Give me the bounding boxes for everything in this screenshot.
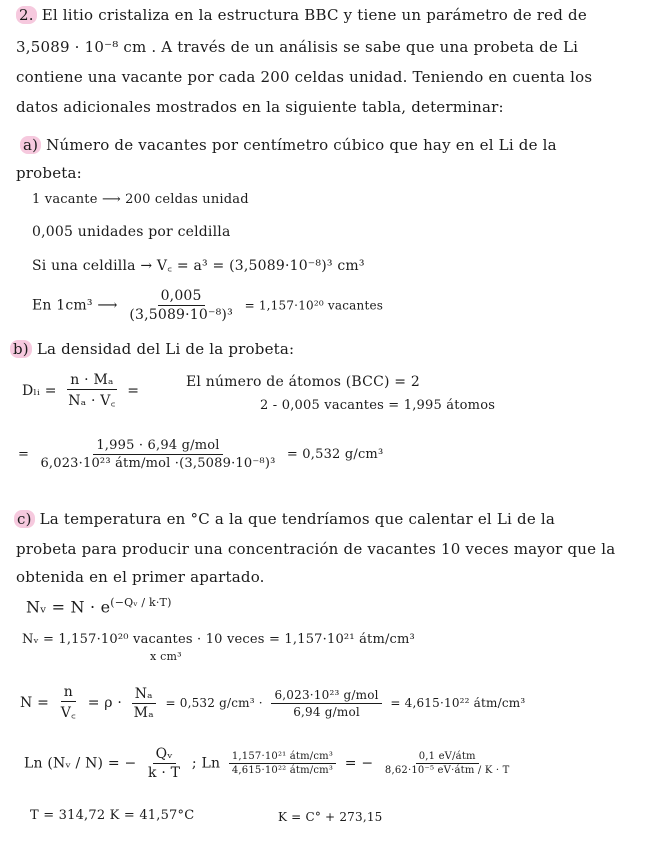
density-calc-equals: = [18,447,30,462]
step-vacancy-ratio: 1 vacante ⟶ 200 celdas unidad [32,192,249,207]
fraction-denominator: Mₐ [133,704,154,721]
fraction-numerator: 1,995 · 6,94 g/mol [93,438,222,455]
n-fraction-2 [131,686,157,721]
part-b-question-text: La densidad del Li de la probeta: [36,340,295,358]
ln-left: Ln (Nᵥ / N) = − [24,755,137,772]
temperature-result: T = 314,72 K = 41,57°C [30,808,195,823]
fraction-numerator: 6,023·10²³ g/mol [271,688,381,704]
fraction-denominator: 6,94 g/mol [293,704,360,719]
part-a-question-1: Número de vacantes por centímetro cúbico que hay en el Li de la [46,136,557,154]
fraction-numerator: 0,1 eV/átm [416,751,479,764]
ln-equals: = − [344,755,374,772]
fraction-numerator: 0,005 [158,288,205,306]
part-b-tag: b) [10,340,32,358]
vacancy-formula-base: Nᵥ = N · e [26,597,111,617]
vacancies-unit: x cm³ [150,650,182,663]
problem-line-1 [16,6,587,24]
step-units-per-cell: 0,005 unidades por celdilla [32,224,231,240]
intro-text-2: 3,5089 · 10⁻⁸ cm . A través de un análisis se sabe que una probeta de Li [16,38,579,56]
fraction-numerator: Qᵥ [153,746,176,764]
part-c-question-3: obtenida en el primer apartado. [16,568,265,586]
intro-text-3: contiene una vacante por cada 200 celdas unidad. Teniendo en cuenta los [16,68,593,86]
part-c-question [14,510,555,528]
step-cell-volume: Si una celdilla → V꜀ = a³ = (3,5089·10⁻⁸)³ cm³ [32,258,365,274]
step-vacancies-fraction [126,288,236,323]
fraction-denominator: (3,5089·10⁻⁸)³ [129,307,233,323]
kelvin-relation: K = C° + 273,15 [278,810,383,824]
ln-mid: ; Ln [191,755,221,772]
fraction-denominator: V꜀ [60,705,77,721]
part-c-question-2: probeta para producir una concentración de vacantes 10 veces mayor que la [16,540,616,558]
lattice-site-density [20,684,525,722]
fraction-denominator: 4,615·10²² átm/cm³ [231,765,334,776]
ln-fraction-2 [229,751,336,776]
vacancies-tenfold: Nᵥ = 1,157·10²⁰ vacantes · 10 veces = 1,157·10²¹ átm/cm³ [22,632,415,647]
atoms-net: 2 - 0,005 vacantes = 1,995 átomos [260,398,496,413]
part-a-question-2: probeta: [16,164,82,182]
density-calc-fraction [37,438,278,471]
intro-text-1: El litio cristaliza en la estructura BBC y tiene un parámetro de red de [41,6,587,24]
density-symbol: Dₗᵢ = [22,383,57,399]
fraction-numerator: Nₐ [132,686,156,704]
ln-fraction-1 [145,746,183,781]
intro-text-4: datos adicionales mostrados en la siguiente tabla, determinar: [16,98,504,116]
step-vacancies-left: En 1cm³ ⟶ [32,297,118,314]
density-calculation [18,438,383,471]
density-formula [22,372,139,410]
fraction-denominator: Nₐ · V꜀ [68,393,116,409]
n-fraction-1 [58,684,79,722]
vacancy-formula [26,596,172,616]
n-result: = 4,615·10²² átm/cm³ [390,696,526,710]
n-calc: = 0,532 g/cm³ · [165,696,263,710]
problem-number: 2. [16,6,37,24]
part-a-question [20,136,557,154]
part-b-question [10,340,294,358]
n-fraction-3 [271,688,381,719]
density-fraction [65,372,118,410]
fraction-denominator: 6,023·10²³ átm/mol ·(3,5089·10⁻⁸)³ [40,456,276,471]
density-equals: = [127,383,140,399]
fraction-numerator: n · Mₐ [67,372,116,390]
vacancy-formula-exponent: (−Qᵥ / k·T) [110,596,172,609]
n-symbol: N = [20,695,50,711]
fraction-numerator: n [61,684,76,702]
fraction-denominator: k · T [148,765,181,781]
fraction-numerator: 1,157·10²¹ átm/cm³ [229,751,336,764]
part-c-question-1: La temperatura en °C a la que tendríamos que calentar el Li de la [39,510,556,528]
atoms-bcc: El número de átomos (BCC) = 2 [186,374,420,390]
log-equation [24,746,517,781]
part-a-tag: a) [20,136,41,154]
ln-fraction-3 [382,751,513,776]
n-rho: = ρ · [87,695,123,711]
density-result: = 0,532 g/cm³ [286,447,384,462]
part-c-tag: c) [14,510,35,528]
step-vacancies-per-cm3 [32,288,383,323]
step-vacancies-result: = 1,157·10²⁰ vacantes [244,298,384,313]
fraction-denominator: 8,62·10⁻⁵ eV·átm / K · T [384,765,510,776]
